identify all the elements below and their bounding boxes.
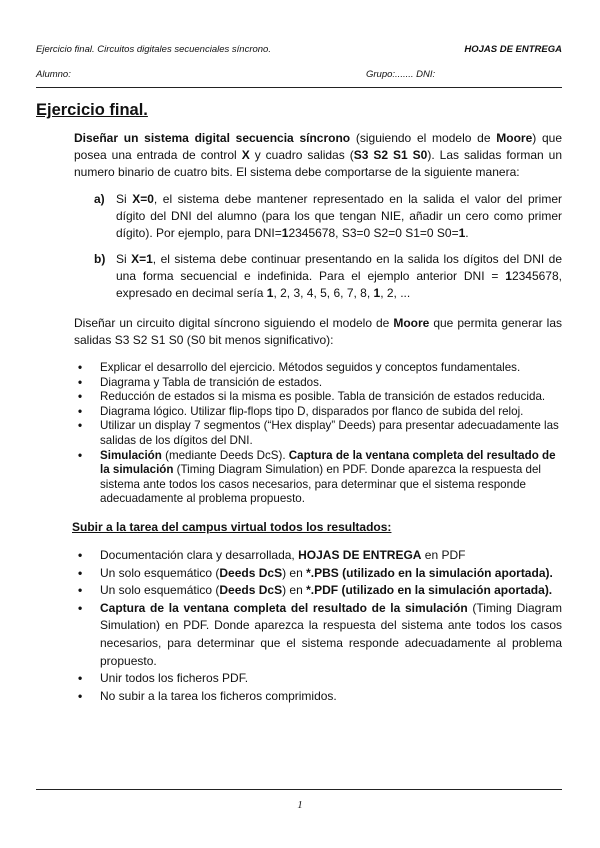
intro-bold-1: Diseñar un sistema digital secuencia síncrono <box>74 131 351 145</box>
list-item <box>78 419 562 448</box>
design-paragraph <box>74 315 562 349</box>
up-2-t1: Un solo esquemático ( <box>100 565 220 580</box>
req-6-b2: Captura de la ventana completa del resultado de la simulación <box>100 448 556 477</box>
up-3-t2: ) en <box>282 583 307 598</box>
bullet-icon: • <box>78 361 83 374</box>
design-t2: que permita generar las salidas S3 S2 S1 S0 (S0 bit menos significativo): <box>74 316 563 347</box>
list-item <box>78 670 562 688</box>
item-b-t2: , el sistema debe continuar presentando en la salida los dígitos del DNI de una forma secuencial e indefinida. Para el ejemplo anterior DNI = <box>116 252 562 283</box>
intro-text-1: (siguiendo el modelo de <box>350 131 497 145</box>
item-a-t3: 2345678, S3=0 S2=0 S1=0 S0= <box>288 226 459 240</box>
up-2-b2: *.PBS (utilizado en la simulación aportada). <box>306 565 553 580</box>
list-item <box>78 405 562 420</box>
intro-text-4: ). Las salidas forman un numero binario de cuatro bits. El sistema debe comportarse de la siguiente manera: <box>74 148 562 179</box>
req-2: Diagrama y Tabla de transición de estados. <box>100 375 323 389</box>
header-course-title: Ejercicio final. Circuitos digitales secuenciales síncrono. <box>36 44 271 55</box>
item-a-label: a) <box>94 192 105 206</box>
up-1-t1: Documentación clara y desarrollada, <box>100 548 299 562</box>
requirements-list <box>78 361 562 507</box>
item-a-t4: . <box>465 226 469 240</box>
design-b1: Moore <box>393 316 430 330</box>
up-4-t1: (Timing Diagram Simulation) en PDF. Donde aparezca la respuesta del sistema ante todos los casos necesarios, para determinar que el sistema responde adecuadamente al problema propuesto. <box>100 600 562 668</box>
bullet-icon: • <box>78 565 83 580</box>
req-3: Reducción de estados si la misma es posible. Tabla de transición de estados reducida. <box>100 390 546 404</box>
bullet-icon: • <box>78 404 83 418</box>
list-item <box>78 547 562 565</box>
item-b-t1: Si <box>116 252 132 266</box>
item-a-b3: 1 <box>458 226 466 240</box>
header-student-label: Alumno: <box>36 69 71 80</box>
item-b <box>94 251 562 302</box>
upload-heading: Subir a la tarea del campus virtual todos los resultados: <box>72 520 392 534</box>
item-b-b3: 1 <box>266 286 274 300</box>
intro-bold-4: S3 S2 S1 S0 <box>353 148 428 162</box>
intro-bold-2: Moore <box>496 131 533 145</box>
bullet-icon: • <box>78 448 83 462</box>
list-item <box>78 376 562 391</box>
req-6-t2: (Timing Diagram Simulation) en PDF. Donde aparezca la respuesta del sistema ante todos los casos necesarios, para determinar que el sistema responde adecuadamente al problema propuesto. <box>100 463 541 506</box>
design-t1: Diseñar un circuito digital síncrono siguiendo el modelo de <box>74 316 394 330</box>
bullet-icon: • <box>78 583 83 598</box>
item-b-t4: , 2, 3, 4, 5, 6, 7, 8, <box>273 286 374 300</box>
list-item <box>78 600 562 670</box>
header-divider <box>36 87 562 88</box>
intro-text-2: ) que posea una entrada de control <box>74 131 563 162</box>
upload-list <box>78 547 562 705</box>
header-delivery-sheet: HOJAS DE ENTREGA <box>464 44 562 55</box>
bullet-icon: • <box>78 390 83 404</box>
up-6: No subir a la tarea los ficheros comprimidos. <box>100 688 337 703</box>
footer-divider <box>36 789 562 790</box>
up-4-b1: Captura de la ventana completa del resultado de la simulación <box>100 600 468 615</box>
req-4: Diagrama lógico. Utilizar flip-flops tipo D, disparados por flanco de subida del reloj. <box>100 404 524 418</box>
up-3-t1: Un solo esquemático ( <box>100 583 220 598</box>
up-5: Unir todos los ficheros PDF. <box>100 671 249 686</box>
list-item <box>78 688 562 706</box>
req-6-b1: Simulación <box>100 448 162 462</box>
req-5: Utilizar un display 7 segmentos (“Hex display” Deeds) para presentar adecuadamente las salidas de los dígitos del DNI. <box>100 419 559 447</box>
list-item <box>78 361 562 376</box>
intro-text-3: y cuadro salidas ( <box>249 148 354 162</box>
item-b-t3: 2345678, expresado en decimal sería <box>116 269 562 300</box>
bullet-icon: • <box>78 671 83 686</box>
up-2-t2: ) en <box>282 565 307 580</box>
item-b-b2: 1 <box>505 269 512 283</box>
item-a <box>94 191 562 242</box>
up-3-b2: *.PDF (utilizado en la simulación aportada). <box>306 583 553 598</box>
intro-bold-3: X <box>241 148 250 162</box>
up-3-b1: Deeds DcS <box>219 583 283 598</box>
bullet-icon: • <box>78 548 83 562</box>
bullet-icon: • <box>78 419 83 433</box>
page-number: 1 <box>297 800 303 811</box>
header-group-dni-label: Grupo:....... DNI: <box>366 69 436 80</box>
up-2-b1: Deeds DcS <box>219 565 283 580</box>
page-title: Ejercicio final. <box>36 101 148 119</box>
req-6-t1: (mediante Deeds DcS). <box>161 448 289 462</box>
item-b-t5: , 2, ... <box>380 286 411 300</box>
item-b-b4: 1 <box>373 286 381 300</box>
item-a-t1: Si <box>116 192 133 206</box>
up-1-t2: en PDF <box>421 548 466 562</box>
req-1: Explicar el desarrollo del ejercicio. Métodos seguidos y conceptos fundamentales. <box>100 361 521 374</box>
list-item <box>78 582 562 600</box>
list-item <box>78 390 562 405</box>
item-b-text <box>116 251 562 302</box>
item-a-b2: 1 <box>281 226 289 240</box>
item-b-label: b) <box>94 252 106 266</box>
item-b-b1: X=1 <box>131 252 153 266</box>
item-a-b1: X=0 <box>132 192 154 206</box>
up-1-b1: HOJAS DE ENTREGA <box>298 548 422 562</box>
item-a-t2: , el sistema debe mantener representado en la salida el valor del primer dígito del DNI del alumno (para los que tengan NIE, añadir un cero como primer dígito). Por ejemplo, para DNI= <box>116 192 562 240</box>
bullet-icon: • <box>78 600 83 615</box>
bullet-icon: • <box>78 688 83 703</box>
item-a-text <box>116 191 562 242</box>
list-item <box>78 449 562 507</box>
intro-paragraph <box>74 130 562 181</box>
list-item <box>78 565 562 583</box>
bullet-icon: • <box>78 375 83 389</box>
